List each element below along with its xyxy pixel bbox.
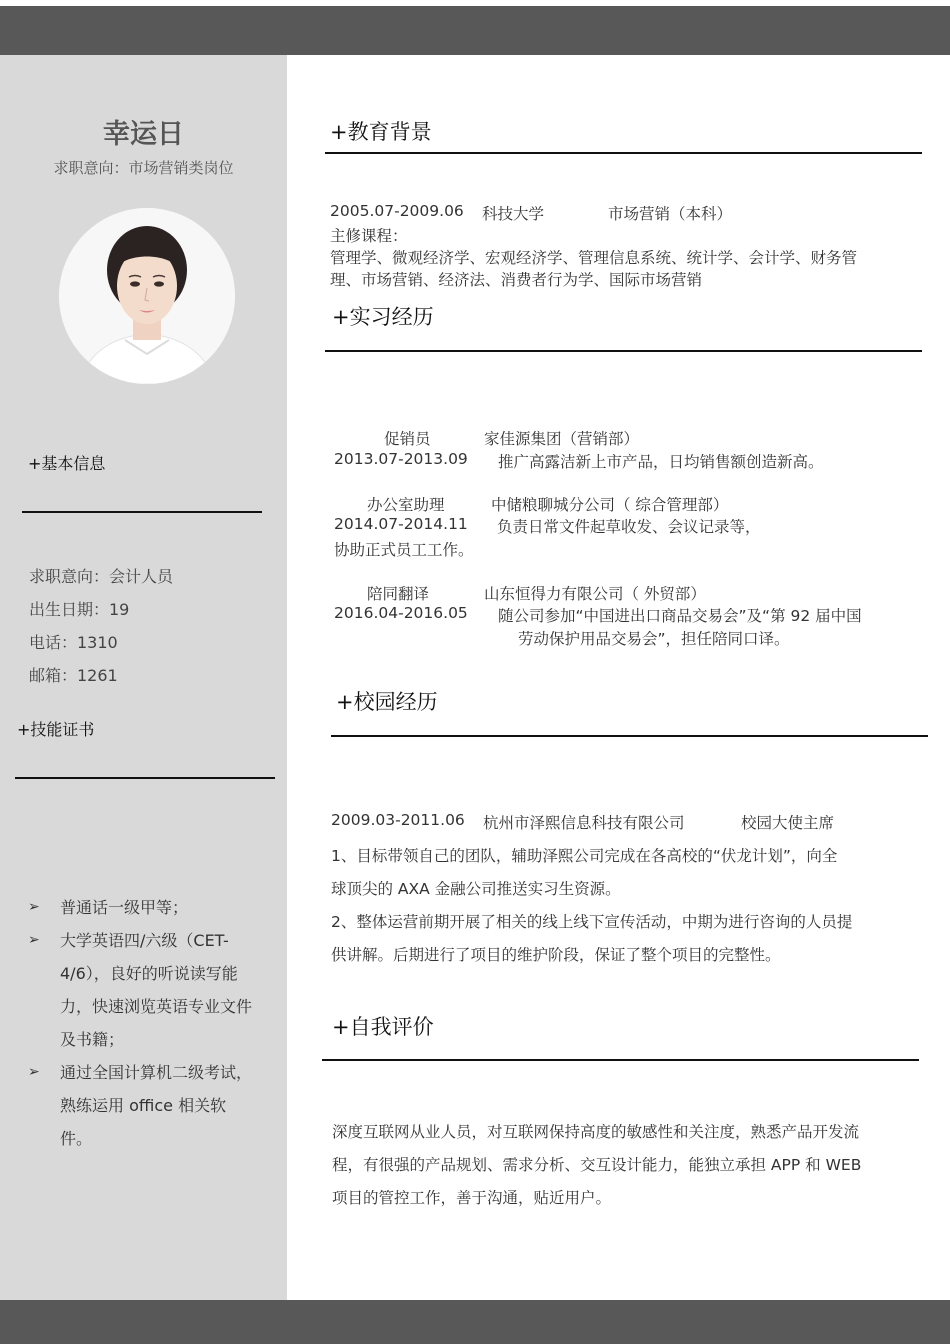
skills-title: +技能证书 [17, 720, 95, 739]
info-intent: 求职意向：会计人员 [29, 567, 174, 586]
candidate-name: 幸运日 [103, 119, 184, 150]
campus-role: 校园大使主席 [741, 814, 835, 832]
intern-company: 家佳源集团（营销部） [484, 430, 640, 448]
intern-desc: 劳动保护用品交易会”，担任陪同口译。 [518, 630, 790, 648]
education-period: 2005.07-2009.06 [330, 202, 464, 220]
internship-divider [325, 350, 922, 352]
courses-line: 理、市场营销、经济法、消费者行为学、国际市场营销 [330, 271, 703, 289]
internship-title: +实习经历 [332, 305, 434, 329]
self-eval-divider [322, 1059, 919, 1061]
portrait-image [59, 208, 235, 384]
bottom-banner [0, 1300, 950, 1344]
campus-line: 球顶尖的 AXA 金融公司推送实习生资源。 [331, 880, 621, 898]
education-divider [325, 152, 922, 154]
intern-company: 中储粮聊城分公司（ 综合管理部） [491, 496, 729, 514]
intern-period: 2013.07-2013.09 [334, 450, 468, 468]
campus-title: +校园经历 [336, 690, 438, 714]
job-intent: 求职意向：市场营销类岗位 [53, 159, 234, 177]
skills-list [28, 891, 258, 1155]
campus-period: 2009.03-2011.06 [331, 811, 465, 829]
info-email: 邮箱：1261 [29, 666, 118, 685]
arrow-bullet-icon: ➢ [28, 899, 40, 915]
skills-divider [15, 777, 275, 779]
education-major: 市场营销（本科） [608, 205, 733, 223]
campus-org: 杭州市泽熙信息科技有限公司 [483, 814, 685, 832]
self-eval-title: +自我评价 [332, 1015, 434, 1039]
self-eval-line: 深度互联网从业人员，对互联网保持高度的敏感性和关注度，熟悉产品开发流 [332, 1123, 860, 1141]
intern-desc: 推广高露洁新上市产品，日均销售额创造新高。 [498, 453, 824, 471]
list-item: ➢ 大学英语四/六级（CET-4/6），良好的听说读写能力，快速浏览英语专业文件及书籍； [28, 924, 258, 1056]
intern-role: 办公室助理 [367, 496, 445, 514]
education-title: +教育背景 [330, 120, 432, 144]
basic-info-title: +基本信息 [28, 454, 106, 473]
campus-line: 1、目标带领自己的团队，辅助泽熙公司完成在各高校的“伏龙计划”，向全 [331, 847, 838, 865]
arrow-bullet-icon: ➢ [28, 932, 40, 948]
top-banner [0, 6, 950, 55]
courses-line: 管理学、微观经济学、宏观经济学、管理信息系统、统计学、会计学、财务管 [330, 249, 858, 267]
self-eval-line: 程，有很强的产品规划、需求分析、交互设计能力，能独立承担 APP 和 WEB [332, 1156, 862, 1174]
intern-period: 2014.07-2014.11 [334, 515, 468, 533]
campus-line: 2、整体运营前期开展了相关的线上线下宣传活动，中期为进行咨询的人员提 [331, 913, 853, 931]
intern-desc: 负责日常文件起草收发、会议记录等， [497, 518, 761, 536]
intern-company: 山东恒得力有限公司（ 外贸部） [484, 585, 706, 603]
list-item: ➢ 通过全国计算机二级考试，熟练运用 office 相关软件。 [28, 1056, 258, 1155]
basic-info-divider [22, 511, 262, 513]
intern-period: 2016.04-2016.05 [334, 604, 468, 622]
intern-desc: 随公司参加“中国进出口商品交易会”及“第 92 届中国 [498, 607, 862, 625]
info-phone: 电话：1310 [29, 633, 118, 652]
campus-line: 供讲解。后期进行了项目的维护阶段，保证了整个项目的完整性。 [331, 946, 781, 964]
intern-role: 陪同翻译 [367, 585, 430, 603]
info-birth: 出生日期：19 [29, 600, 130, 619]
intern-role: 促销员 [384, 430, 431, 448]
intern-desc: 协助正式员工工作。 [334, 541, 474, 559]
list-item: ➢ 普通话一级甲等； [28, 891, 258, 924]
self-eval-line: 项目的管控工作，善于沟通，贴近用户。 [332, 1189, 612, 1207]
arrow-bullet-icon: ➢ [28, 1064, 40, 1080]
campus-divider [331, 735, 928, 737]
avatar [59, 208, 235, 384]
courses-label: 主修课程： [330, 227, 408, 245]
education-school: 科技大学 [482, 205, 545, 223]
